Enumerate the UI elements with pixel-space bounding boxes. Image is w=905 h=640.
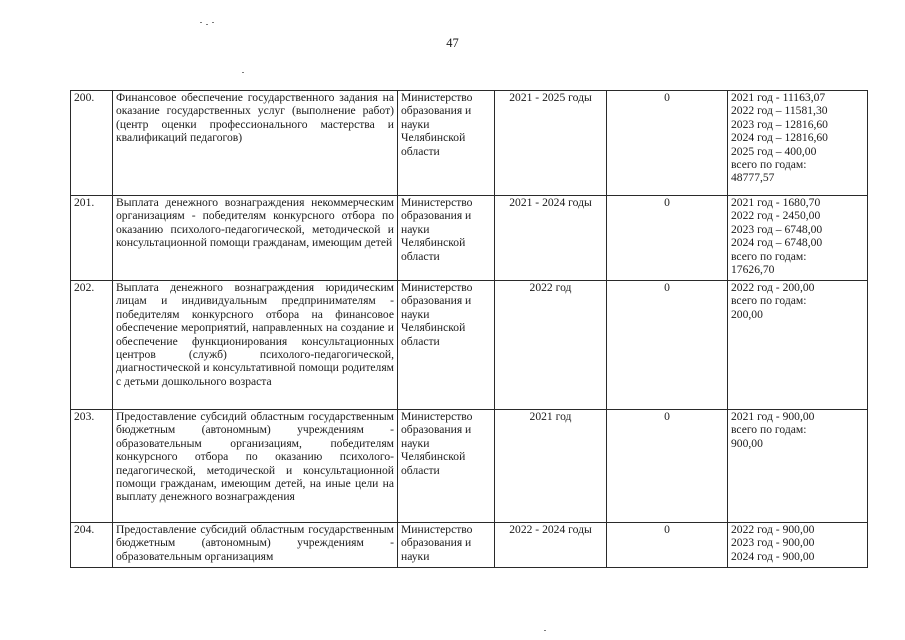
executor: Министерство образования и науки Челябинской области (398, 196, 495, 281)
financing-cell (728, 523, 868, 568)
financing-total: 17626,70 (731, 263, 775, 277)
period: 2021 - 2025 годы (495, 91, 607, 196)
row-number: 203. (71, 410, 113, 523)
financing-line: всего по годам: (731, 294, 807, 308)
value: 0 (607, 91, 728, 196)
table-row (71, 91, 868, 196)
period: 2022 - 2024 годы (495, 523, 607, 568)
financing-line: 2024 год – 12816,60 (731, 131, 828, 145)
financing-line: всего по годам: (731, 158, 807, 172)
activity-description: Выплата денежного вознаграждения юридическим лицам и индивидуальным предпринимателям - победителям конкурсного отбора на финансовое обеспечение мероприятий, направленных на создание и обеспечение функционирования консультационных центров (служб) психолого-педагогической, диагностической и консультативной помощи родителям с детьми дошкольного возраста (113, 281, 398, 410)
executor: Министерство образования и науки Челябинской области (398, 410, 495, 523)
table-row (71, 196, 868, 281)
financing-total: 200,00 (731, 307, 763, 321)
scan-speck (206, 24, 208, 25)
financing-line: 2021 год - 1680,70 (731, 196, 821, 209)
financing-line: 2023 год – 12816,60 (731, 117, 828, 131)
executor: Министерство образования и науки Челябинской области (398, 281, 495, 410)
financing-line: 2022 год - 2450,00 (731, 209, 821, 223)
financing-table (70, 90, 868, 568)
page-number: 47 (446, 36, 459, 50)
period: 2021 - 2024 годы (495, 196, 607, 281)
financing-line: 2021 год - 11163,07 (731, 91, 826, 104)
scan-speck (242, 72, 244, 73)
activity-description: Предоставление субсидий областным государственным бюджетным (автономным) учреждениям - образовательным организациям (113, 523, 398, 568)
financing-cell (728, 410, 868, 523)
financing-line: 2023 год - 900,00 (731, 536, 815, 550)
activity-description: Выплата денежного вознаграждения некоммерческим организациям - победителям конкурсного отбора по оказанию психолого-педагогической, методической и консультационной помощи гражданам, имеющим детей (113, 196, 398, 281)
scan-speck (212, 22, 214, 23)
scan-speck (200, 22, 202, 23)
activity-description: Предоставление субсидий областным государственным бюджетным (автономным) учреждениям - образовательным организациям, победителям конкурсного отбора по оказанию психолого-педагогической, методической и консультационной помощи гражданам, имеющим детей, на иные цели на выплату денежного вознаграждения (113, 410, 398, 523)
financing-cell (728, 196, 868, 281)
row-number: 201. (71, 196, 113, 281)
financing-cell (728, 91, 868, 196)
period: 2022 год (495, 281, 607, 410)
financing-cell (728, 281, 868, 410)
financing-line: всего по годам: (731, 423, 807, 437)
financing-line: 2024 год - 900,00 (731, 549, 815, 563)
financing-line: 2023 год – 6748,00 (731, 222, 823, 236)
row-number: 200. (71, 91, 113, 196)
value: 0 (607, 281, 728, 410)
row-number: 204. (71, 523, 113, 568)
value: 0 (607, 523, 728, 568)
financing-total: 48777,57 (731, 171, 775, 185)
activity-description: Финансовое обеспечение государственного задания на оказание государственных услуг (выполнение работ) (центр оценки профессионального мастерства и квалификаций педагогов) (113, 91, 398, 196)
table-row (71, 410, 868, 523)
scan-speck (544, 630, 546, 631)
table-row (71, 523, 868, 568)
financing-line: 2022 год – 11581,30 (731, 104, 828, 118)
financing-line: 2022 год - 900,00 (731, 523, 815, 536)
executor: Министерство образования и науки Челябинской области (398, 91, 495, 196)
financing-total: 900,00 (731, 436, 763, 450)
financing-line: 2021 год - 900,00 (731, 410, 815, 423)
period: 2021 год (495, 410, 607, 523)
executor: Министерство образования и науки (398, 523, 495, 568)
row-number: 202. (71, 281, 113, 410)
table-row (71, 281, 868, 410)
financing-line: 2024 год – 6748,00 (731, 236, 823, 250)
financing-line: 2022 год - 200,00 (731, 281, 815, 294)
value: 0 (607, 410, 728, 523)
financing-line: 2025 год – 400,00 (731, 144, 817, 158)
value: 0 (607, 196, 728, 281)
financing-line: всего по годам: (731, 249, 807, 263)
